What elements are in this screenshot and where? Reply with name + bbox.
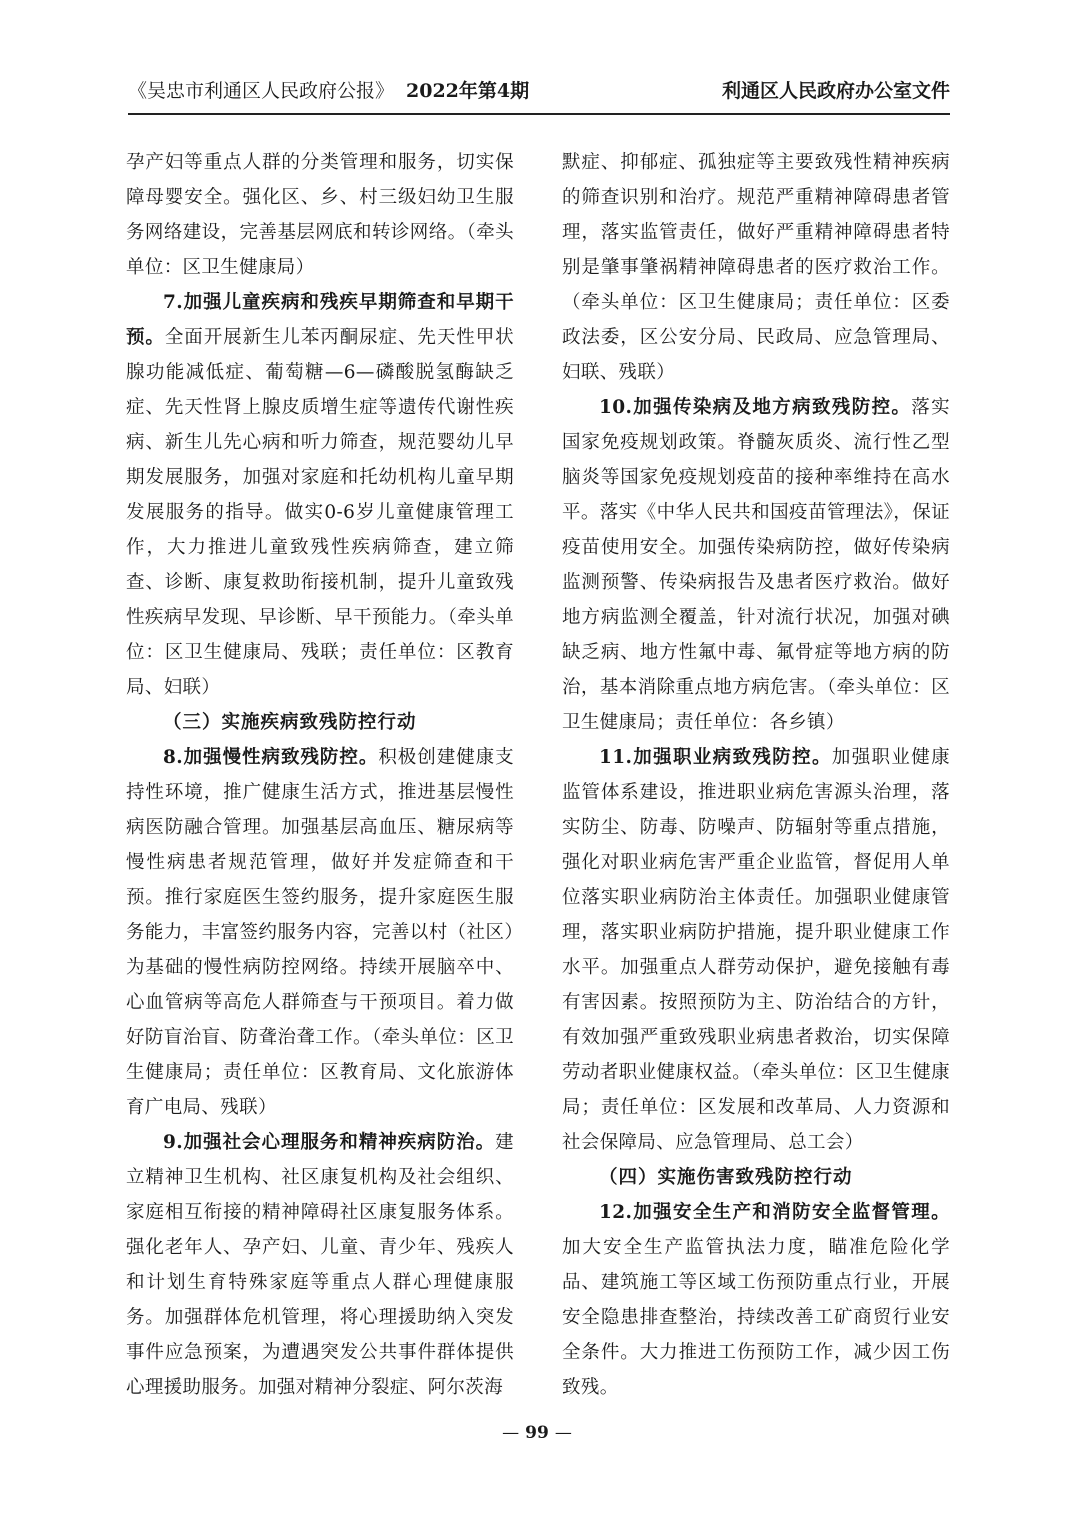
footer-dash-left: — [502, 1423, 520, 1443]
item-9-body: 建立精神卫生机构、社区康复机构及社会组织、家庭相互衔接的精神障碍社区康复服务体系。强化老年人、孕产妇、儿童、青少年、残疾人和计划生育特殊家庭等重点人群心理健康服务。加强群体危机管理，将心理援助纳入突发事件应急预案，为遭遇突发公共事件群体提供心理援助服务。加强对精神分裂症、阿尔茨海 [126, 1132, 514, 1398]
item-12-title: 12.加强安全生产和消防安全监督管理。 [599, 1202, 950, 1223]
item-8-body: 积极创建健康支持性环境，推广健康生活方式，推进基层慢性病医防融合管理。加强基层高血压、糖尿病等慢性病患者规范管理，做好并发症筛查和干预。推行家庭医生签约服务，提升家庭医生服务能力，丰富签约服务内容，完善以村（社区）为基础的慢性病防控网络。持续开展脑卒中、心血管病等高危人群筛查与干预项目。着力做好防盲治盲、防聋治聋工作。（牵头单位：区卫生健康局；责任单位：区教育局、文化旅游体育广电局、残联） [126, 747, 514, 1118]
page-footer [0, 1420, 1074, 1446]
item-9 [126, 1125, 514, 1405]
item-8-title: 8.加强慢性病致残防控。 [163, 747, 379, 768]
item-7-title: 7.加强儿童疾病和残疾早期筛查和早期干预。 [126, 292, 514, 348]
paragraph-continued-right: 默症、抑郁症、孤独症等主要致残性精神疾病的筛查识别和治疗。规范严重精神障碍患者管理，落实监管责任，做好严重精神障碍患者特别是肇事肇祸精神障碍患者的医疗救治工作。（牵头单位：区卫生健康局；责任单位：区委政法委，区公安分局、民政局、应急管理局、妇联、残联） [562, 152, 950, 383]
item-10-body: 落实国家免疫规划政策。脊髓灰质炎、流行性乙型脑炎等国家免疫规划疫苗的接种率维持在高水平。落实《中华人民共和国疫苗管理法》，保证疫苗使用安全。加强传染病防控，做好传染病监测预警、传染病报告及患者医疗救治。做好地方病监测全覆盖，针对流行状况，加强对碘缺乏病、地方性氟中毒、氟骨症等地方病的防治，基本消除重点地方病危害。（牵头单位：区卫生健康局；责任单位：各乡镇） [562, 397, 951, 733]
journal-title: 《吴忠市利通区人民政府公报》 [128, 80, 395, 102]
item-7 [126, 285, 514, 705]
item-11 [562, 740, 950, 1160]
item-11-body: 加强职业健康监管体系建设，推进职业病危害源头治理，落实防尘、防毒、防噪声、防辐射等重点措施，强化对职业病危害严重企业监管，督促用人单位落实职业病防治主体责任。加强职业健康管理，落实职业病防护措施，提升职业健康工作水平。加强重点人群劳动保护，避免接触有毒有害因素。按照预防为主、防治结合的方针，有效加强严重致残职业病患者救治，切实保障劳动者职业健康权益。（牵头单位：区卫生健康局；责任单位：区发展和改革局、人力资源和社会保障局、应急管理局、总工会） [562, 747, 950, 1153]
page-number: 99 [525, 1423, 549, 1443]
item-9-title: 9.加强社会心理服务和精神疾病防治。 [163, 1132, 496, 1153]
issue-label: 2022年第4期 [406, 80, 530, 102]
item-10-title: 10.加强传染病及地方病致残防控。 [599, 397, 912, 418]
paragraph-continued: 孕产妇等重点人群的分类管理和服务，切实保障母婴安全。强化区、乡、村三级妇幼卫生服务网络建设，完善基层网底和转诊网络。（牵头单位：区卫生健康局） [126, 152, 514, 278]
item-7-body: 全面开展新生儿苯丙酮尿症、先天性甲状腺功能减低症、葡萄糖—6—磷酸脱氢酶缺乏症、先天性肾上腺皮质增生症等遗传代谢性疾病、新生儿先心病和听力筛查，规范婴幼儿早期发展服务，加强对家庭和托幼机构儿童早期发展服务的指导。做实0-6岁儿童健康管理工作，大力推进儿童致残性疾病筛查，建立筛查、诊断、康复救助衔接机制，提升儿童致残性疾病早发现、早诊断、早干预能力。（牵头单位：区卫生健康局、残联；责任单位：区教育局、妇联） [126, 327, 514, 698]
item-8 [126, 740, 514, 1125]
item-10 [562, 390, 950, 740]
footer-dash-right: — [554, 1423, 572, 1443]
header-left [128, 78, 529, 104]
section-heading-3: （三）实施疾病致残防控行动 [163, 712, 417, 733]
right-column [562, 145, 950, 1405]
item-11-title: 11.加强职业病致残防控。 [599, 747, 832, 768]
page-header [128, 78, 950, 108]
left-column [126, 145, 514, 1405]
section-heading-4: （四）实施伤害致残防控行动 [599, 1167, 853, 1188]
header-rule [128, 113, 950, 115]
item-12-body: 加大安全生产监管执法力度，瞄准危险化学品、建筑施工等区域工伤预防重点行业，开展安全隐患排查整治，持续改善工矿商贸行业安全条件。大力推进工伤预防工作，减少因工伤致残。 [562, 1237, 950, 1398]
item-12 [562, 1195, 950, 1405]
header-right: 利通区人民政府办公室文件 [721, 80, 950, 102]
